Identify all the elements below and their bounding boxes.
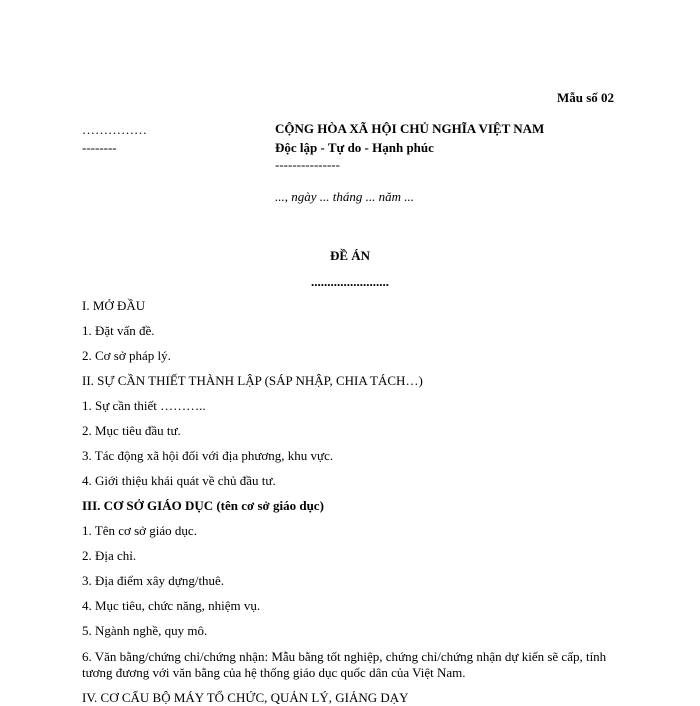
form-number: Mẫu số 02 <box>557 90 615 105</box>
list-item-diploma: 6. Văn bằng/chứng chỉ/chứng nhận: Mẫu bằng tốt nghiệp, chứng chỉ/chứng nhận dự kiến sẽ cấp, tính tương đương với văn bằng của hệ thống giáo dục quốc dân của Việt Nam. <box>82 649 607 680</box>
section-heading-intro: I. MỞ ĐẦU <box>82 298 146 313</box>
document-title-dots: ........................ <box>311 274 389 289</box>
list-item: 2. Cơ sở pháp lý. <box>82 348 171 363</box>
list-item: 3. Địa điểm xây dựng/thuê. <box>82 573 225 588</box>
list-item: 2. Mục tiêu đầu tư. <box>82 423 181 438</box>
nation-name: CỘNG HÒA XÃ HỘI CHỦ NGHĨA VIỆT NAM <box>275 121 545 136</box>
document-title: ĐỀ ÁN <box>329 248 371 263</box>
section-heading-facility: III. CƠ SỞ GIÁO DỤC (tên cơ sở giáo dục) <box>82 498 324 513</box>
list-item: 3. Tác động xã hội đối với địa phương, khu vực. <box>82 448 334 463</box>
list-item: 4. Giới thiệu khái quát về chủ đầu tư. <box>82 473 276 488</box>
list-item: 4. Mục tiêu, chức năng, nhiệm vụ. <box>82 598 261 613</box>
list-item: 5. Ngành nghề, quy mô. <box>82 623 208 638</box>
motto-underline: --------------- <box>275 157 340 172</box>
nation-motto: Độc lập - Tự do - Hạnh phúc <box>275 140 434 155</box>
section-heading-structure: IV. CƠ CẤU BỘ MÁY TỔ CHỨC, QUẢN LÝ, GIẢNG DẠY <box>82 690 409 705</box>
agency-placeholder-dashes: -------- <box>82 140 117 155</box>
section-heading-necessity: II. SỰ CẦN THIẾT THÀNH LẬP (SÁP NHẬP, CHIA TÁCH…) <box>82 373 423 388</box>
list-item: 1. Tên cơ sở giáo dục. <box>82 523 197 538</box>
list-item: 1. Sự cần thiết ……….. <box>82 398 206 413</box>
agency-placeholder-dots: …………… <box>82 122 147 137</box>
list-item: 2. Địa chỉ. <box>82 548 137 563</box>
list-item: 1. Đặt vấn đề. <box>82 323 155 338</box>
date-line: ..., ngày ... tháng ... năm ... <box>275 189 415 204</box>
